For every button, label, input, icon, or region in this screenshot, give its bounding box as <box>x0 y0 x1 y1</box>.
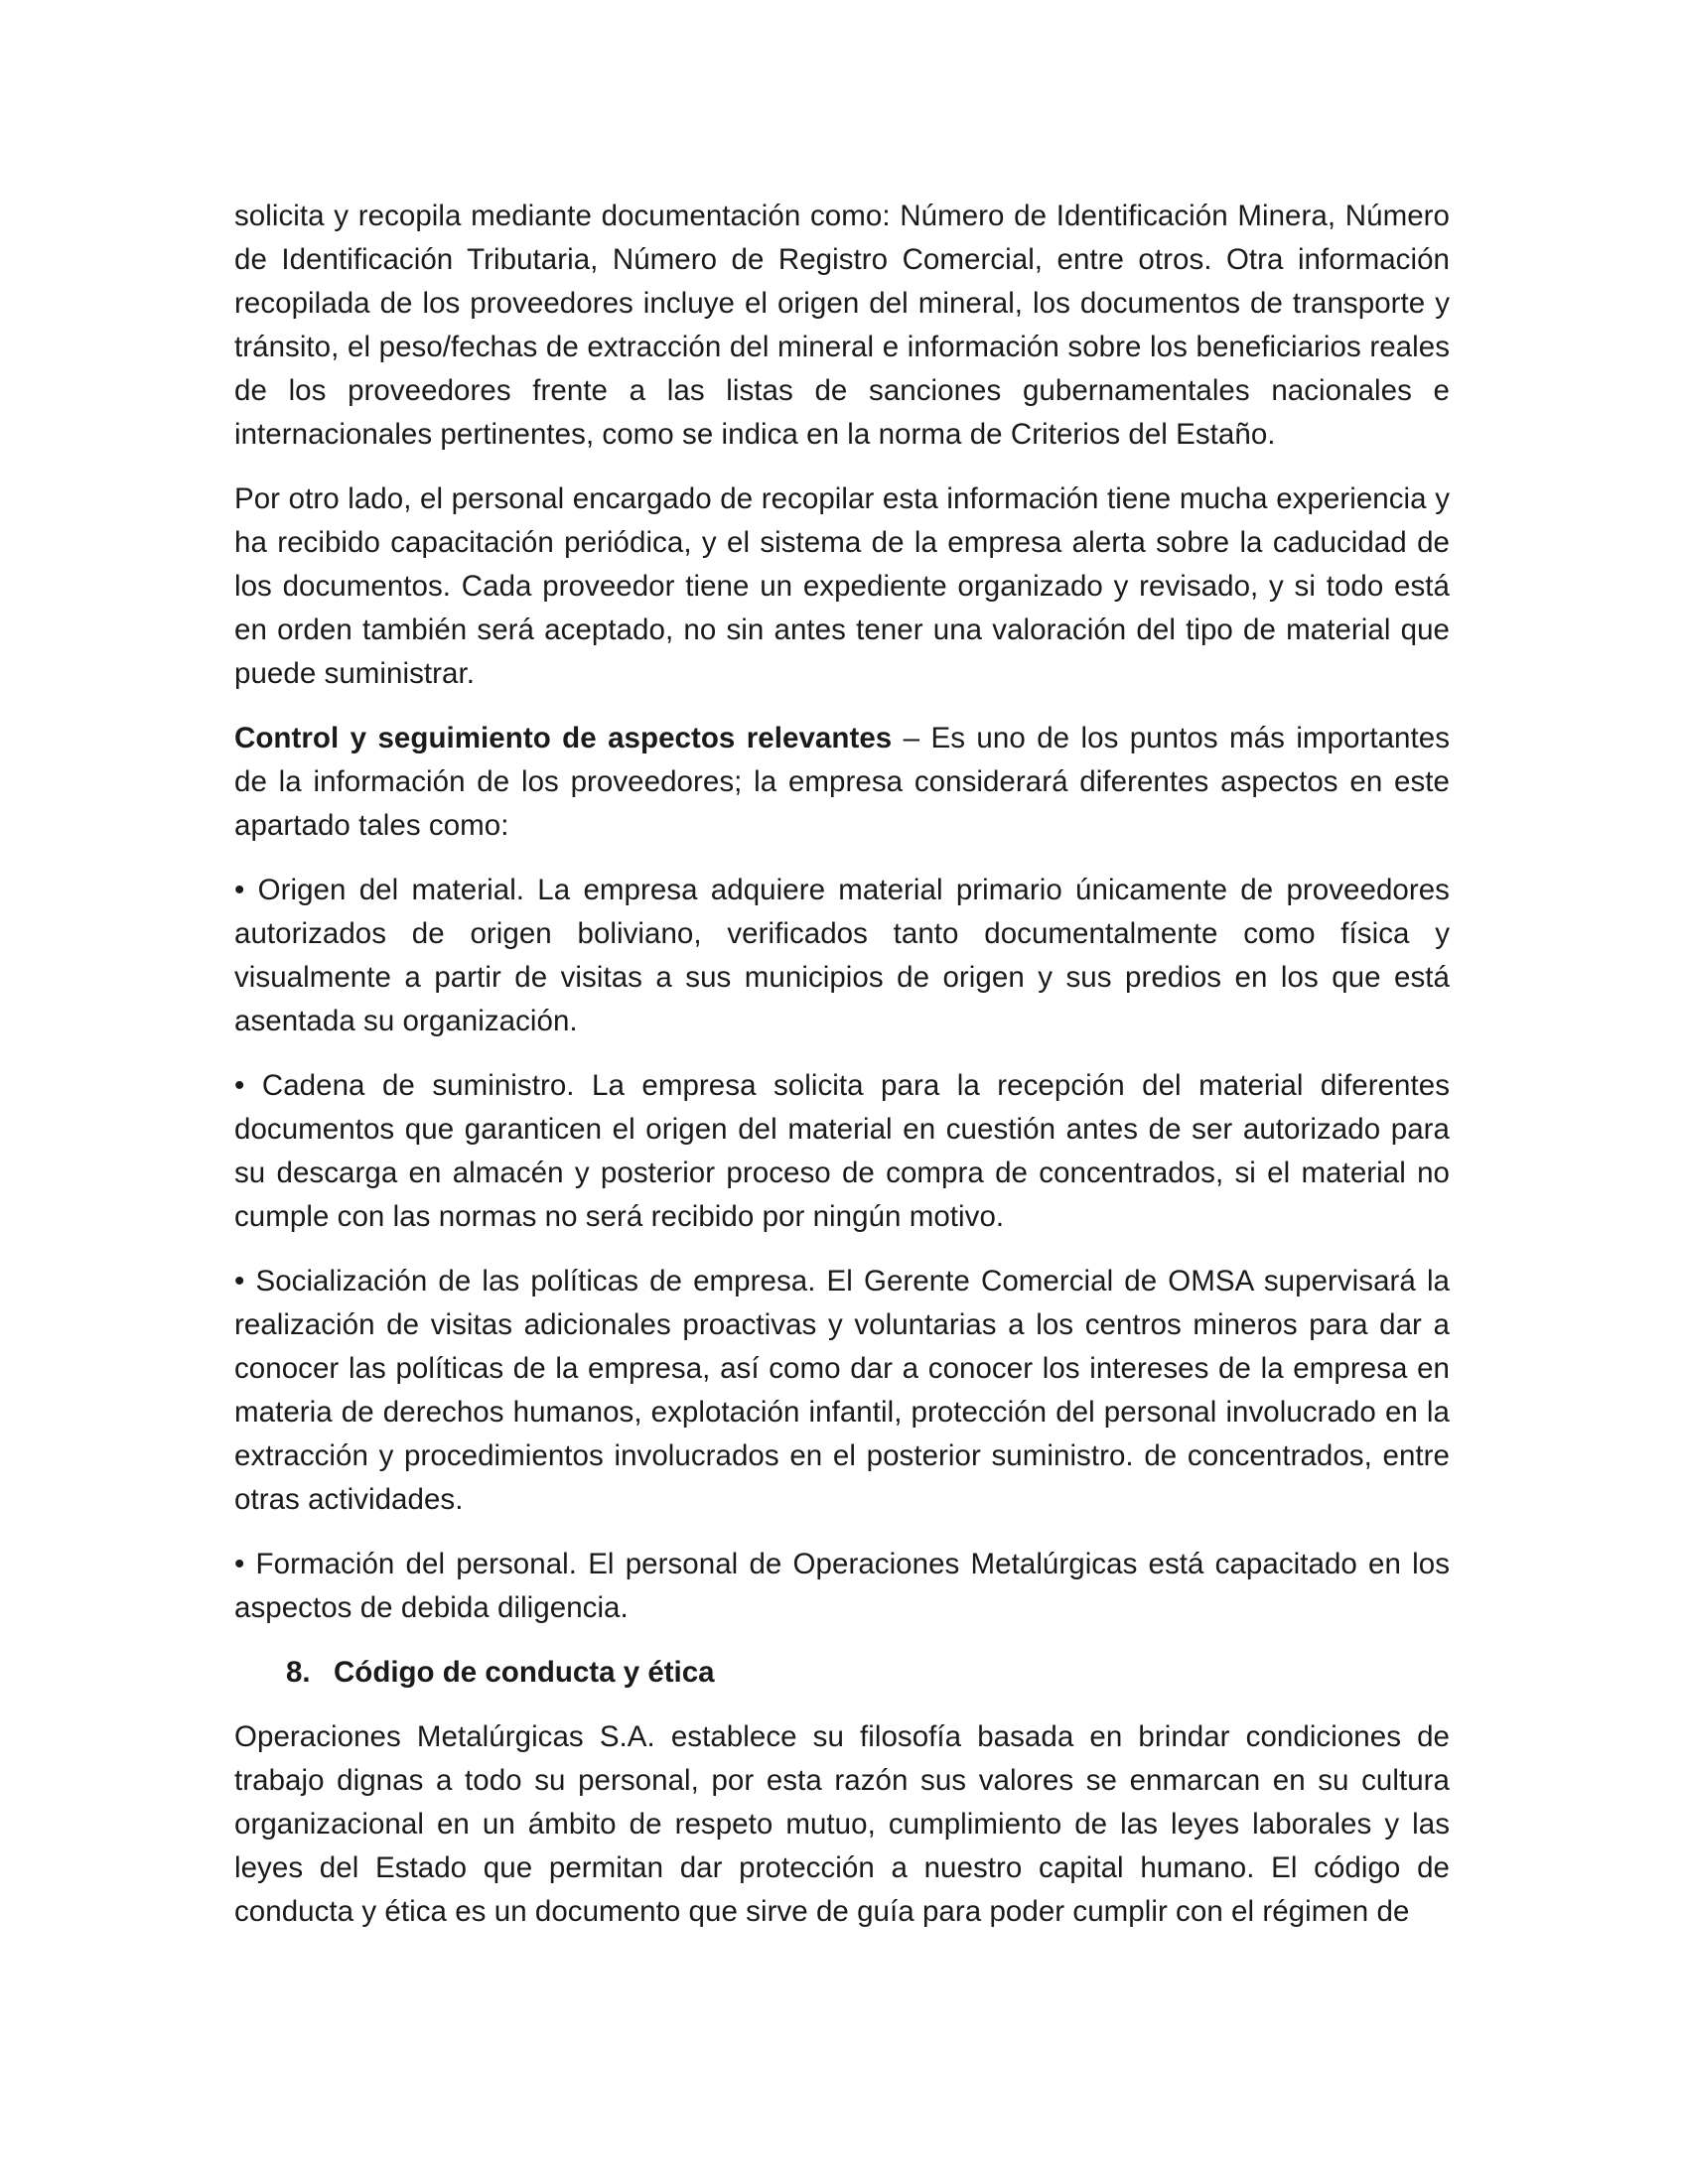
section-heading <box>234 1651 1450 1695</box>
paragraph-staff-experience: Por otro lado, el personal encargado de recopilar esta información tiene mucha experiencia y ha recibido capacitación periódica, y el sistema de la empresa alerta sobre la caducidad de los documentos. Cada proveedor tiene un expediente organizado y revisado, y si todo está en orden también será aceptado, no sin antes tener una valoración del tipo de material que puede suministrar. <box>234 482 1450 690</box>
section-number: 8. <box>286 1656 311 1689</box>
bullet-supply-chain: • Cadena de suministro. La empresa solicita para la recepción del material diferentes documentos que garanticen el origen del material en cuestión antes de ser autorizado para su descarga en almacén y posterior proceso de compra de concentrados, si el material no cumple con las normas no será recibido por ningún motivo. <box>234 1069 1450 1233</box>
bullet-material-origin: • Origen del material. La empresa adquiere material primario únicamente de proveedores autorizados de origen boliviano, verificados tanto documentalmente como física y visualmente a partir de visitas a sus municipios de origen y sus predios en los que está asentada su organización. <box>234 874 1450 1037</box>
paragraph-relevant-aspects <box>234 717 1450 848</box>
bullet-policy-socialization: • Socialización de las políticas de empresa. El Gerente Comercial de OMSA supervisará la realización de visitas adicionales proactivas y voluntarias a los centros mineros para dar a conocer las políticas de la empresa, así como dar a conocer los intereses de la empresa en materia de derechos humanos, explotación infantil, protección del personal involucrado en la extracción y procedimientos involucrados en el posterior suministro. de concentrados, entre otras actividades. <box>234 1265 1450 1516</box>
bullet-staff-training: • Formación del personal. El personal de Operaciones Metalúrgicas está capacitado en los aspectos de debida diligencia. <box>234 1548 1450 1624</box>
section-title: Código de conducta y ética <box>334 1656 715 1689</box>
relevant-aspects-title: Control y seguimiento de aspectos relevantes <box>234 722 893 754</box>
paragraph-supplier-documentation: solicita y recopila mediante documentación como: Número de Identificación Minera, Número de Identificación Tributaria, Número de Registro Comercial, entre otros. Otra información recopilada de los proveedores incluye el origen del mineral, los documentos de transporte y tránsito, el peso/fechas de extracción del mineral e información sobre los beneficiarios reales de los proveedores frente a las listas de sanciones gubernamentales nacionales e internacionales pertinentes, como se indica en la norma de Criterios del Estaño. <box>234 200 1450 451</box>
paragraph-code-of-conduct: Operaciones Metalúrgicas S.A. establece su filosofía basada en brindar condiciones de trabajo dignas a todo su personal, por esta razón sus valores se enmarcan en su cultura organizacional en un ámbito de respeto mutuo, cumplimiento de las leyes laborales y las leyes del Estado que permitan dar protección a nuestro capital humano. El código de conducta y ética es un documento que sirve de guía para poder cumplir con el régimen de <box>234 1720 1450 1928</box>
relevant-aspects-text: – Es uno de los puntos más importantes de la información de los proveedores; la empresa considerará diferentes aspectos en este apartado tales como: <box>234 722 1450 842</box>
page-body <box>234 195 1450 1934</box>
